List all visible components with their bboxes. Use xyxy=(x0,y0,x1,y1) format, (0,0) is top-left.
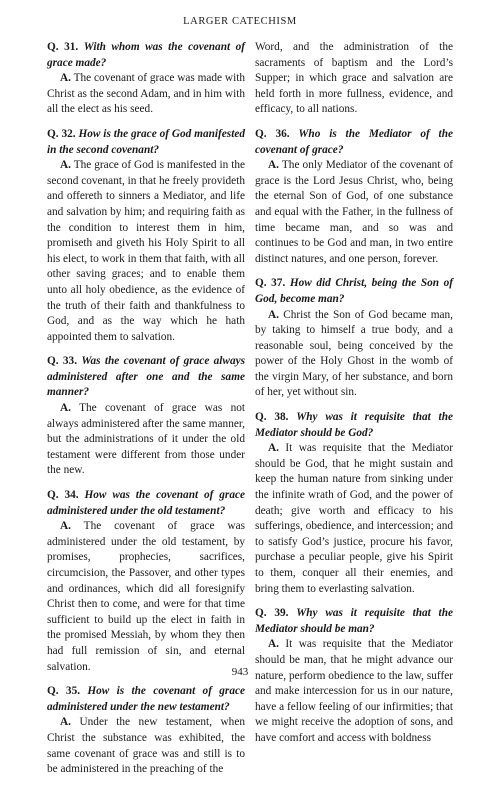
answer-text: The grace of God is manifested in the second covenant, in that he freely provideth and offereth to sinners a Mediator, and life and salvation by him; and requiring faith as the condition to interest them in him, promiseth and giveth his Holy Spirit to all his elect, to work in them that faith, with all other saving graces; and to enable them unto all holy obedience, as the evidence of the truth of their faith and thankfulness to God, and as the way which he hath appointed them to salvation. xyxy=(47,159,246,343)
answer-text: The only Mediator of the covenant of grace is the Lord Jesus Christ, who, being the eternal Son of God, of one substance and equal with the Father, in the fullness of time became man, and so was and continues to be God and man, in two entire distinct natures, and one person, forever. xyxy=(255,159,453,265)
question-number: Q. 32. xyxy=(47,127,76,140)
qa-item-33 xyxy=(47,354,245,479)
question-text: How was the covenant of grace administered under the old testament? xyxy=(47,489,245,517)
question-text: Why was it requisite that the Mediator should be God? xyxy=(255,411,453,439)
answer xyxy=(47,519,245,675)
answer xyxy=(47,401,245,479)
question-text: How is the grace of God manifested in the second covenant? xyxy=(47,127,245,156)
qa-item-36 xyxy=(255,127,453,267)
question-number: Q. 34. xyxy=(47,489,79,502)
question xyxy=(47,40,245,71)
question xyxy=(47,127,245,158)
answer-text: Christ the Son of God became man, by taking to himself a true body, and a reasonable soul, being conceived by the power of the Holy Ghost in the womb of the virgin Mary, of her substance, and born of her, yet without sin. xyxy=(255,308,454,399)
question xyxy=(255,410,453,441)
answer-text: The covenant of grace was made with Christ as the second Adam, and in him with all the elect as his seed. xyxy=(47,72,245,116)
answer-label: A. xyxy=(60,72,71,85)
answer xyxy=(47,158,245,345)
question-text: With whom was the covenant of grace made? xyxy=(47,41,246,69)
answer xyxy=(255,158,453,267)
question xyxy=(47,488,245,519)
page-number: 943 xyxy=(231,666,249,678)
answer xyxy=(47,715,245,777)
question-text: How did Christ, being the Son of God, become man? xyxy=(255,277,453,305)
qa-item-38 xyxy=(255,410,453,597)
qa-item-37 xyxy=(255,276,453,401)
question xyxy=(255,276,453,307)
question-number: Q. 33. xyxy=(47,355,78,368)
answer xyxy=(255,441,453,597)
answer xyxy=(47,71,245,118)
answer-label: A. xyxy=(60,520,71,533)
question-text: Why was it requisite that the Mediator should be man? xyxy=(255,607,453,635)
question-number: Q. 35. xyxy=(47,685,81,698)
question xyxy=(255,606,453,637)
answer-text: Under the new testament, when Christ the substance was exhibited, the same covenant of grace was and still is to be administered in the preaching of the xyxy=(47,716,245,776)
question-number: Q. 37. xyxy=(255,277,286,290)
question xyxy=(47,684,245,715)
answer-label: A. xyxy=(60,159,71,172)
answer-label: A. xyxy=(60,716,71,729)
question xyxy=(255,127,453,158)
qa-item-31 xyxy=(47,40,245,118)
question-number: Q. 31. xyxy=(47,41,79,53)
answer xyxy=(255,637,453,746)
answer-text: It was requisite that the Mediator should be God, that he might sustain and keep the human nature from sinking under the infinite wrath of God, and the power of death; give worth and efficacy to his sufferings, obedience, and intercession; and to satisfy God’s justice, procure his favor, purchase a peculiar people, give his Spirit to them, conquer all their enemies, and bring them to everlasting salvation. xyxy=(255,442,454,595)
answer-text: The covenant of grace was not always administered after the same manner, but the administrations of it under the old testament were different from those under the new. xyxy=(47,402,246,477)
qa-item-34 xyxy=(47,488,245,675)
answer-label: A. xyxy=(268,159,279,172)
question-number: Q. 39. xyxy=(255,607,289,620)
question-number: Q. 36. xyxy=(255,127,290,140)
question xyxy=(47,354,245,401)
answer-label: A. xyxy=(268,442,279,455)
qa-item-32 xyxy=(47,127,245,345)
answer-text: The covenant of grace was administered under the old testament, by promises, prophecies, sacrifices, circumcision, the Passover, and other types and ordinances, which did all foresignify Christ then to come, and were for that time sufficient to build up the elect in faith in the promised Messiah, by whom they then had full remission of sin, and eternal salvation. xyxy=(47,520,245,673)
running-header: LARGER CATECHISM xyxy=(183,16,297,27)
question-text: Was the covenant of grace always administered after one and the same manner? xyxy=(47,355,246,399)
answer-text: It was requisite that the Mediator should be man, that he might advance our nature, perform obedience to the law, suffer and make intercession for us in our nature, have a fellow feeling of our infirmities; that we might receive the adoption of sons, and have comfort and access with boldness xyxy=(255,638,454,744)
question-text: How is the covenant of grace administered under the new testament? xyxy=(47,685,245,713)
qa-item-35 xyxy=(47,684,245,778)
question-text: Who is the Mediator of the covenant of grace? xyxy=(255,127,453,156)
answer-label: A. xyxy=(60,402,71,415)
answer-label: A. xyxy=(268,308,279,321)
right-column xyxy=(255,40,453,756)
answer-label: A. xyxy=(268,638,279,651)
answer xyxy=(255,308,453,402)
question-number: Q. 38. xyxy=(255,411,289,424)
answer-continuation: Word, and the administration of the sacraments of baptism and the Lord’s Supper; in which grace and salvation are held forth in more fullness, evidence, and efficacy, to all nations. xyxy=(255,41,453,116)
